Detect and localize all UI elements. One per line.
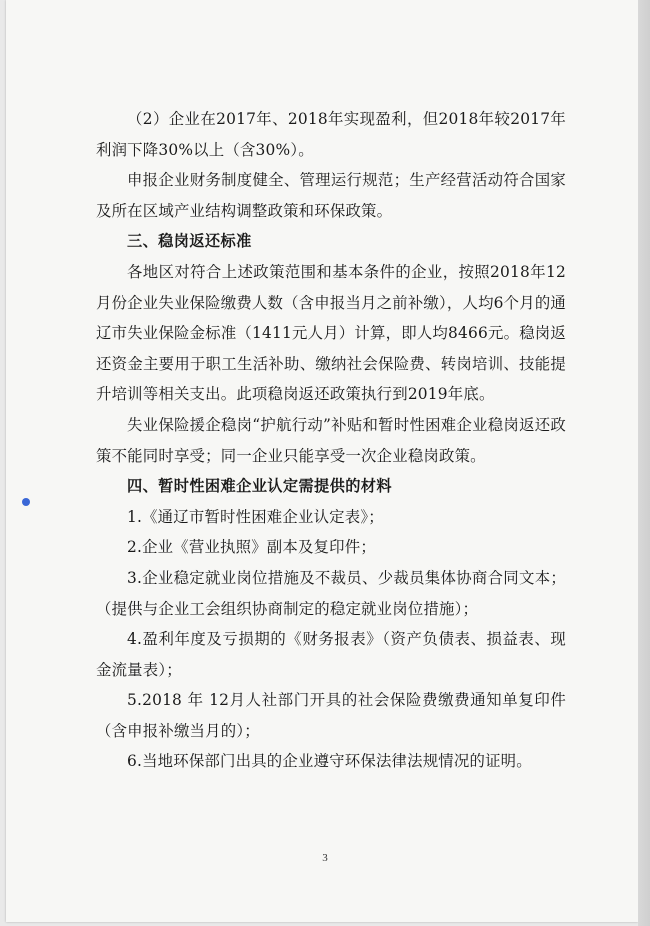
paragraph-return-standard: 各地区对符合上述政策范围和基本条件的企业，按照2018年12月份企业失业保险缴费人数（含申报当月之前补缴），人均6个月的通辽市失业保险金标准（1411元人月）计算，即人均8466元。稳岗返还资金主要用于职工生活补助、缴纳社会保险费、转岗培训、技能提升培训等相关支出。此项稳岗返还政策执行到2019年底。 [96,262,567,404]
list-item-6: 6.当地环保部门出具的企业遵守环保法律法规情况的证明。 [127,752,532,771]
heading-section-4: 四、暂时性困难企业认定需提供的材料 [127,477,392,496]
paragraph-policy-exclusion: 失业保险援企稳岗“护航行动”补贴和暂时性困难企业稳岗返还政策不能同时享受；同一企业只能享受一次企业稳岗政策。 [96,415,566,465]
list-item-2: 2.企业《营业执照》副本及复印件； [127,538,376,557]
heading-section-3: 三、稳岗返还标准 [127,232,252,251]
page-number: 3 [322,852,328,864]
list-item-1: 1.《通辽市暂时性困难企业认定表》； [127,507,384,526]
list-item-4: 4.盈利年度及亏损期的《财务报表》（资产负债表、损益表、现金流量表）； [96,630,566,679]
paragraph-financial-requirements: 申报企业财务制度健全、管理运行规范；生产经营活动符合国家及所在区域产业结构调整政策和环保政策。 [96,171,566,220]
blue-marker-dot [22,498,30,506]
list-item-3: 3.企业稳定就业岗位措施及不裁员、少裁员集体协商合同文本；（提供与企业工会组织协商制定的稳定就业岗位措施）； [96,568,566,618]
document-body [96,104,566,777]
paragraph-condition-2: （2）企业在2017年、2018年实现盈利，但2018年较2017年利润下降30%以上（含30%）。 [96,110,566,159]
list-item-5: 5.2018 年 12月人社部门开具的社会保险费缴费通知单复印件（含申报补缴当月的）； [96,691,566,740]
page-edge [638,0,650,926]
